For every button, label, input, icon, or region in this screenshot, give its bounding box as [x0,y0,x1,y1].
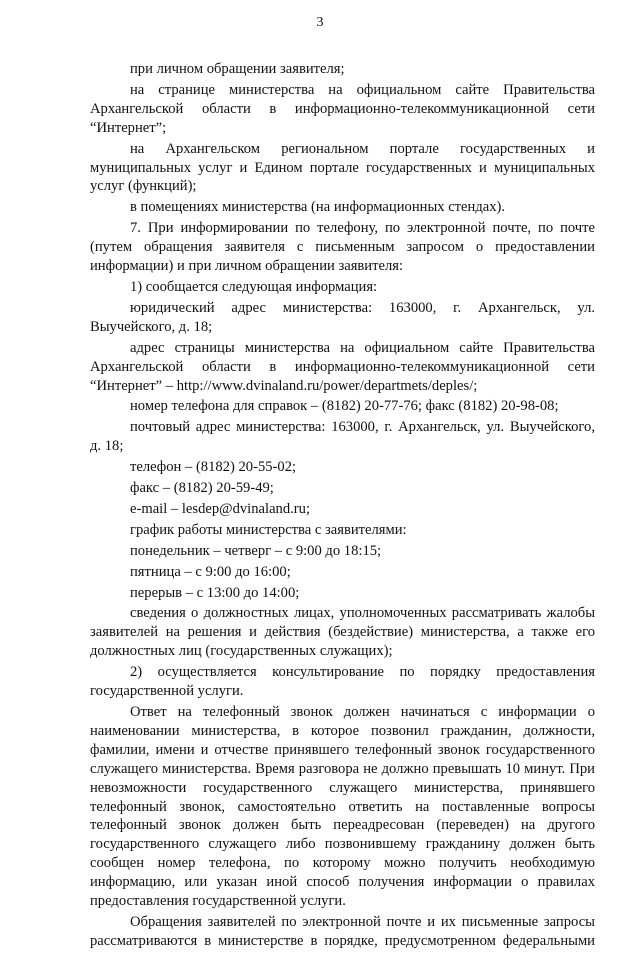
paragraph: график работы министерства с заявителями: [130,521,407,538]
paragraph: 1) сообщается следующая информация: [130,278,378,295]
paragraph: Обращения заявителей по электронной почте и их письменные запросы рассматриваются в министерстве в порядке, предусмотренном федеральными [90,913,595,949]
paragraph: перерыв – с 13:00 до 14:00; [130,584,300,601]
paragraph: адрес страницы министерства на официальном сайте Правительства Архангельской области в информационно-телекоммуникационной сети “Интернет” – http://www.dvinaland.ru/power/departmets/deples/; [90,339,595,394]
paragraph: факс – (8182) 20-59-49; [130,480,274,497]
paragraph: в помещениях министерства (на информационных стендах). [130,199,506,216]
paragraph: почтовый адрес министерства: 163000, г. Архангельск, ул. Выучейского, д. 18; [90,419,595,455]
paragraph: на Архангельском региональном портале государственных и муниципальных услуг и Едином портале государственных и муниципальных услуг (функций); [90,140,595,195]
paragraph: при личном обращении заявителя; [130,61,345,77]
paragraph: понедельник – четверг – с 9:00 до 18:15; [130,542,382,559]
paragraph: пятница – с 9:00 до 16:00; [130,563,291,580]
paragraph: юридический адрес министерства: 163000, г. Архангельск, ул. Выучейского, д. 18; [90,299,595,335]
paragraph: сведения о должностных лицах, уполномоченных рассматривать жалобы заявителей на решения и действия (бездействие) министерства, а также его должностных лиц (государственных служащих); [90,605,595,660]
paragraph: на странице министерства на официальном сайте Правительства Архангельской области в информационно-телекоммуникационной сети “Интернет”; [90,81,595,136]
page-number: 3 [316,15,324,30]
paragraph: 7. При информировании по телефону, по электронной почте, по почте (путем обращения заявителя с письменным запросом о предоставлении информации) и при личном обращении заявителя: [90,220,595,275]
paragraph: телефон – (8182) 20-55-02; [130,459,297,476]
paragraph: номер телефона для справок – (8182) 20-77-76; факс (8182) 20-98-08; [130,398,559,415]
paragraph: e-mail – lesdep@dvinaland.ru; [130,500,310,517]
document-body [90,60,595,953]
paragraph: 2) осуществляется консультирование по порядку предоставления государственной услуги. [90,664,595,700]
paragraph: Ответ на телефонный звонок должен начинаться с информации о наименовании министерства, в которое позвонил гражданин, должности, фамилии, имени и отчестве принявшего телефонный звонок государственного служащего министерства. Время разговора не должно превышать 10 минут. При невозможности государственного служащего министерства, принявшего телефонный звонок, самостоятельно ответить на поставленные вопросы телефонный звонок должен быть переадресован (переведен) на другого государственного служащего либо позвонившему гражданину должен быть сообщен номер телефона, по которому можно получить необходимую информацию, или указан иной способ получения информации о правилах предоставления государственной услуги. [90,704,595,910]
